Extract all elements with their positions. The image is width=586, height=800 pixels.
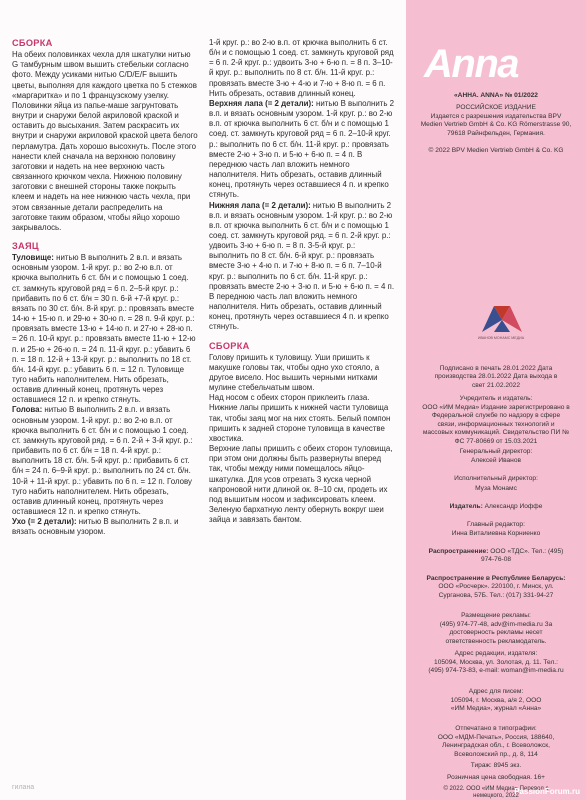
mail-text: 105094, г. Москва, а/я 2, ООО «ИМ Медиа», журнал «Анна»: [450, 697, 542, 713]
distribution-title: Распространение:: [428, 548, 489, 555]
paragraph-assembly-1: Голову пришить к туловищу. Уши пришить к макушке головы так, чтобы одно ухо стояло, а другое висело. Нос вышить черными нитками мулине стебельчатым швом.: [209, 352, 380, 393]
license-text: Издается с разрешения издательства BPV Medien Vertrieb GmbH & Co. KG Römerstrasse 90, 79618 Райнфельден, Германия.: [420, 113, 572, 137]
paragraph-torso: [12, 253, 198, 405]
chief-editor-title: Главный редактор:: [467, 521, 525, 528]
issue-line: [406, 92, 586, 100]
paragraph-head: [12, 405, 198, 517]
section-heading-hare: ЗАЯЦ: [12, 240, 39, 251]
printing-text: ООО «МДМ-Печать», Россия, 188640, Ленинградская обл., г. Всеволожск, Всеволожский пр., д. 8, 114: [437, 734, 555, 758]
general-director-name: Алексей Иванов: [471, 457, 521, 464]
section-heading-assembly: СБОРКА: [12, 38, 53, 48]
publisher-line: [406, 503, 586, 511]
middle-column: [209, 38, 395, 525]
distribution-text: ООО «ТДС». Тел.: (495) 974-76-08: [480, 548, 564, 564]
upper-paw-label: Верхняя лапа (= 2 детали):: [209, 98, 314, 108]
price-text: Розничная цена свободная. 16+: [447, 774, 545, 781]
belarus-title: Распространение в Республике Беларусь:: [426, 575, 566, 582]
dates-text: Подписано в печать 28.01.2022 Дата производства 28.01.2022 Дата выхода в свет 21.02.2022: [434, 365, 558, 389]
circulation-text: Тираж: 8945 экз.: [470, 762, 522, 769]
paragraph-assembly-3: Верхние лапы пришить с обеих сторон туловища, при этом они должны быть развернуты вперед так, чтобы между ними помещалось яйцо-шкатулка. Для усов отрезать 3 куска черной капроновой нити длиной ок. 8–10 см, продеть их под вышитым носом и зафиксировать клеем.: [209, 444, 393, 504]
address-text: 105094, Москва, ул. Золотая, д. 11. Тел.: (495) 974-73-83, e-mail: woman@im-media.ru: [428, 659, 564, 675]
founder-text: ООО «ИМ Медиа» Издание зарегистрировано в Федеральной службе по надзору в сфере связи, информационных технологий и массовых коммуникаций. Свидетельство ПИ № ФС 77-80669 от 15.03.2021: [422, 404, 570, 445]
paragraph-lower-paw: [209, 201, 395, 333]
address-title: Адрес редакции, издателя:: [454, 650, 538, 657]
belarus-text: ООО «Росчерк». 220100, г. Минск, ул. Сурганова, 57Б. Тел.: (017) 331-94-27: [438, 583, 554, 599]
watermark: PassionForum.ru: [514, 787, 580, 796]
ads-text: (495) 974-77-48, adv@im-media.ru За достоверность рекламы несет ответственность рекламодатель.: [439, 621, 553, 645]
publisher-title: Издатель:: [449, 503, 483, 510]
lower-paw-text: нитью B выполнить 2 в.п. и вязать основным узором. 1-й круг. р.: во 2-ю в.п. от крючка выполнить 6 ст. б/н и с помощью 1 соед. ст. замкнуть круговой ряд. = 6 п. 2-й круг. р.: удвоить 3-ю + 6-ю п. = 8 п. 3-5-й круг. р.: выполнить по 8 ст. б/н. 6-й круг. р.: провязать вместе 3-ю + 4-ю п. и 7-ю + 8-ю п. = 6 п. 7–10-й круг. р.: выполнить по 6 ст. б/н. 11-й круг. р.: провязать вместе 2-ю + 3-ю п. и 5-ю + 6-ю п. = 4 п. В переднюю часть лап вложить немного наполнителя. Нить обрезать, оставив длинный конец, протянуть через оставшиеся 4 п. и крепко стянуть.: [209, 200, 395, 332]
section-heading-assembly-2: СБОРКА: [209, 340, 250, 351]
exec-director-name: Муза Монамс: [475, 485, 517, 492]
mail-title: Адрес для писем:: [468, 688, 524, 695]
paragraph-ear-continued: 1-й круг. р.: во 2-ю в.п. от крючка выполнить 6 ст. б/н и с помощью 1 соед. ст. замкнуть круговой ряд = 6 п. 2-й круг. р.: удвоить 3-ю + 6-ю п. = 8 п. 3–10-й круг. р.: выполнить по 8 ст. б/н. 11-й круг. р.: провязать вместе 3-ю + 4-ю и 7-ю + 8-ю п. = 6 п. Нить обрезать, оставив длинный конец.: [209, 38, 394, 98]
exec-director-title: Исполнительный директор:: [454, 475, 538, 482]
issue-text: «АННА. ANNA» № 01/2022: [454, 92, 538, 99]
paragraph-assembly-4: Зеленую бархатную ленту обернуть вокруг шеи зайца и завязать бантом.: [209, 505, 384, 525]
publisher-caption: ИВАНОВ МОНАМС МЕДИА: [477, 336, 525, 340]
paragraph-assembly-2: Над носом с обеих сторон приклеить глаза. Нижние лапы пришить к нижней части туловища так, чтобы заяц мог на них стоять. Белый помпон пришить к задней стороне туловища в качестве хвостика.: [209, 393, 391, 443]
left-column: [12, 38, 198, 538]
imprint-sidebar: [406, 0, 586, 800]
upper-paw-text: нитью B выполнить 2 в.п. и вязать основным узором. 1-й круг. р.: во 2-ю в.п. от крючка выполнить 6 ст. б/н и с помощью 1 соед. ст. замкнуть круговой ряд = 6 п. 2–10-й круг. р.: выполнить по 6 ст. б/н. 11-й круг. р.: провязать вместе 2-ю + 3-ю п. и 5-ю + 6-ю п. = 4 п. В переднюю часть лап вложить немного наполнителя. Нить обрезать, оставив длинный конец, протянуть через оставшиеся 4 п. и крепко стянуть.: [209, 98, 395, 200]
copyright-text: © 2022 BPV Medien Vertrieb GmbH & Co. KG: [428, 147, 564, 154]
head-label: Голова:: [12, 405, 43, 415]
distribution-line: [426, 548, 566, 565]
printing-title: Отпечатано в типографии:: [455, 725, 537, 732]
paragraph-ear: [12, 517, 198, 537]
general-director-title: Генеральный директор:: [459, 448, 533, 455]
ear-text: нитью B выполнить 2 в.п. и вязать основным узором.: [12, 517, 179, 537]
torso-label: Туловище:: [12, 253, 54, 263]
founder-title: Учредитель и издатель:: [459, 395, 533, 402]
page-footer-mark: гилана: [12, 784, 35, 791]
belarus-line: [422, 575, 570, 600]
ads-title: Размещение рекламы:: [461, 612, 531, 619]
footer-copyright: © 2022. ООО «ИМ Медиа» Перевод с немецкого, 2022: [443, 786, 549, 799]
paragraph-upper-paw: [209, 99, 395, 201]
publisher-logo-icon: [480, 300, 524, 334]
publisher-name: Александр Иоффе: [482, 503, 543, 510]
chief-editor-name: Инна Виталиевна Корниенко: [451, 530, 541, 537]
lower-paw-label: Нижняя лапа (= 2 детали):: [209, 200, 311, 210]
magazine-logo: Anna: [424, 42, 518, 86]
edition-line: РОССИЙСКОЕ ИЗДАНИЕ: [456, 104, 536, 111]
paragraph-egg: Половинки яйца из папье-маше загрунтовать внутри и снаружи белой акриловой краской и оставить до высыхания. Затем раскрасить их внутри и снаружи акриловой краской цвета белого перламутра. Дать хорошо высохнуть. После этого нанести клей сначала на верхнюю половину заготовки и надеть на нее верхнюю часть связанного крючком чехла. Нижнюю половину заготовки с внешней стороны также покрыть клеем и надеть на нее нижнюю часть чехла, при этом связанные детали распределить на заготовке таким образом, чтобы яйцо хорошо закрывалось.: [12, 100, 198, 232]
head-text: нитью B выполнить 2 в.п. и вязать основным узором. 1-й круг. р.: во 2-ю в.п. от крючка выполнить 6 ст. б/н и с помощью 1 соед. ст. замкнуть круговой ряд. = 6 п. 2-й + 3-й круг. р.: прибавить по 6 ст. б/н = 18 п. 4-й круг. р.: выполнить 18 ст. б/н. 5-й круг. р.: прибавить 6 ст. б/н = 24 п. 6–9-й круг. р.: выполнить по 24 ст. б/н. 10-й + 11-й круг. р.: убавить по 6 п. = 12 п. Голову туго набить наполнителем. Нить обрезать, оставив длинный конец, протянуть через оставшиеся 12 п. и крепко стянуть.: [12, 405, 193, 517]
ear-label: Ухо (= 2 детали):: [12, 517, 77, 527]
torso-text: нитью B выполнить 2 в.п. и вязать основным узором. 1-й круг. р.: во 2-ю в.п. от крючка выполнить 6 ст. б/н и с помощью 1 соед. ст. замкнуть круговой ряд = 6 п. 2–5-й круг. р.: прибавить по 6 ст. б/н = 30 п. 6-й +7-й круг. р.: вязать по 30 ст. б/н. 8-й круг. р.: провязать вместе 14-ю + 15-ю п. и 29-ю + 30-ю п. = 28 п. 9-й круг. р.: провязать вместе 13-ю + 14-ю п. и 27-ю + 28-ю п. = 26 п. 10-й круг. р.: провязать вместе 11-ю + 12-ю п. и 25-ю + 26-ю п. = 24 п. 11-й круг. р.: убавить 6 п. = 18 п. 12-й + 13-й круг. р.: выполнить по 18 ст. б/н. 14-й круг. р.: убавить 6 п. = 12 п. Туловище туго набить наполнителем. Нить обрезать, оставив длинный конец, протянуть через оставшиеся 12 п. и крепко стянуть.: [12, 253, 196, 405]
paragraph-embroidery: На обеих половинках чехла для шкатулки нитью G тамбурным швом вышить стебельки согласно фото. Между усиками нитью C/D/E/F вышить цветы, выполняя для каждого цветка по 5 стежков «маргаритка» и по 1 французскому узелку.: [12, 50, 197, 100]
